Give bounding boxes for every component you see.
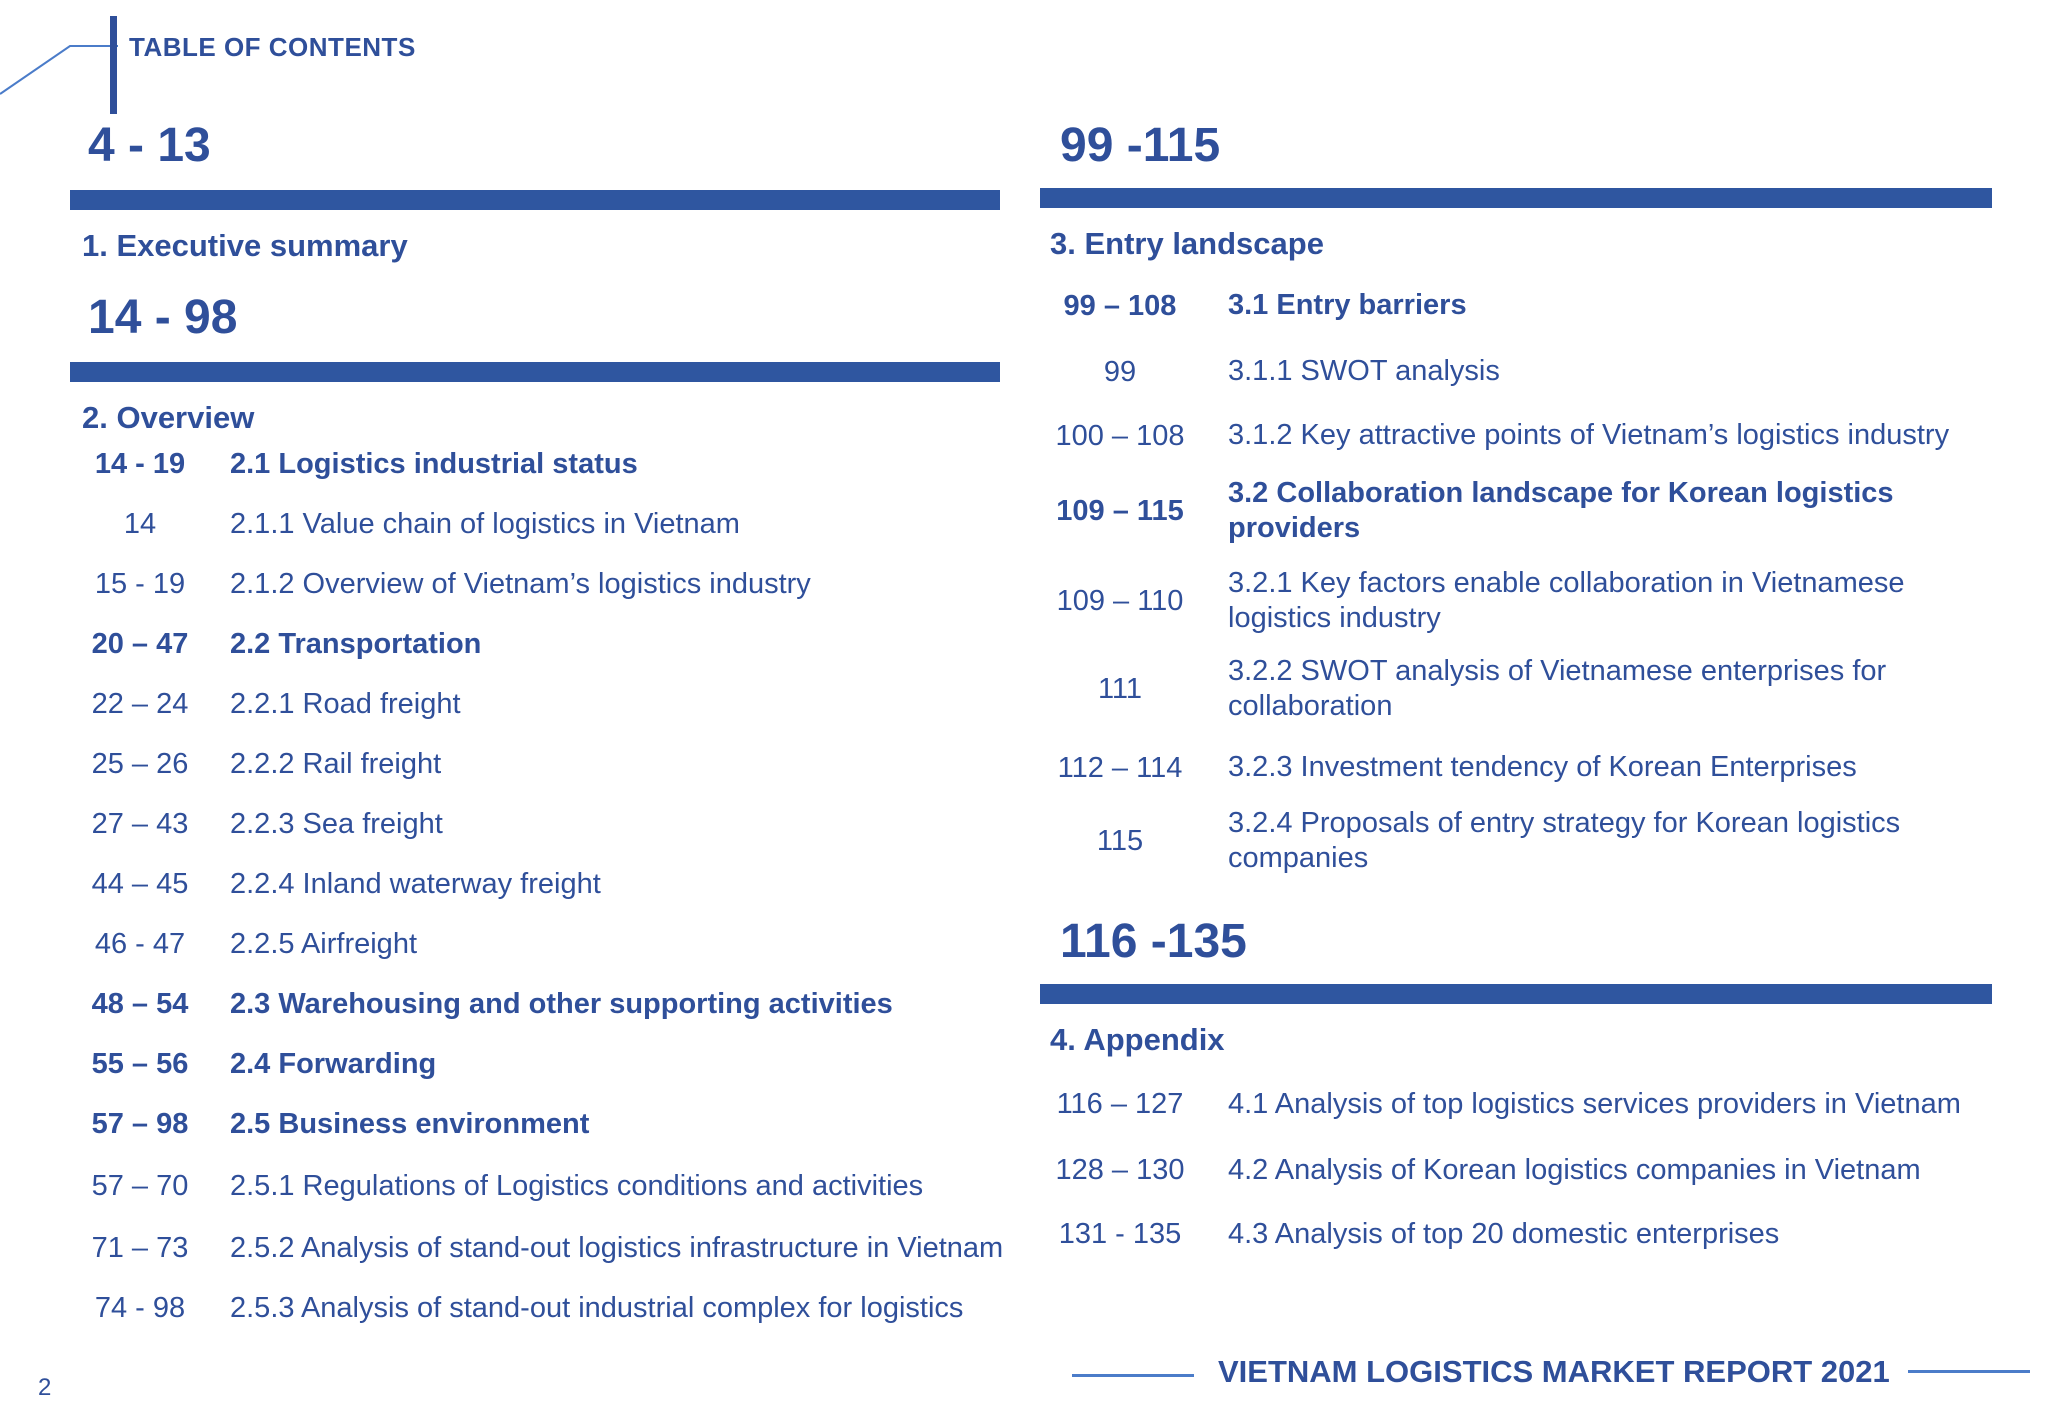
toc-page-range: 46 - 47: [94, 928, 186, 960]
toc-label: [1228, 418, 1949, 453]
toc-page-range: 100 – 108: [1055, 420, 1185, 452]
toc-entry: [1040, 420, 2000, 460]
section-title-executive-summary: 1. Executive summary: [82, 228, 408, 263]
toc-page-range: 14 - 19: [94, 448, 186, 480]
toc-label: 2.1.2 Overview of Vietnam’s logistics industry: [230, 568, 811, 600]
toc-page-range: 55 – 56: [91, 1048, 189, 1080]
toc-entry: [1040, 290, 2000, 330]
footer-line-right: [1908, 1370, 2030, 1373]
toc-entry: [70, 688, 1010, 728]
toc-label: 2.3 Warehousing and other supporting activities: [230, 988, 893, 1020]
toc-label-line: 3.2.2 SWOT analysis of Vietnamese enterprises for: [1228, 655, 1887, 687]
toc-entry: [70, 1170, 1010, 1210]
toc-label: 4.3 Analysis of top 20 domestic enterprises: [1228, 1218, 1780, 1250]
toc-label: 2.5.3 Analysis of stand-out industrial complex for logistics: [230, 1292, 964, 1324]
toc-page-range: 131 - 135: [1058, 1218, 1182, 1250]
toc-page-range: 71 – 73: [91, 1232, 189, 1264]
toc-entry: [70, 928, 1010, 968]
header-decoration-line: [0, 10, 120, 100]
toc-entry: [1040, 478, 2000, 548]
footer-line-left: [1072, 1374, 1194, 1377]
header-accent-bar: [110, 16, 117, 114]
toc-page-range: 20 – 47: [91, 628, 189, 660]
toc-label-line: 3.2.1 Key factors enable collaboration in Vietnamese: [1228, 567, 1905, 599]
toc-page-range: 111: [1097, 673, 1143, 705]
section-title-appendix: 4. Appendix: [1050, 1022, 1225, 1057]
toc-page-range: 22 – 24: [91, 688, 189, 720]
toc-page-range: 14: [123, 508, 157, 540]
toc-entry: [70, 868, 1010, 908]
toc-label: 2.5 Business environment: [230, 1108, 590, 1140]
toc-entry: [70, 808, 1010, 848]
section-divider: [70, 190, 1000, 210]
footer-report-title: VIETNAM LOGISTICS MARKET REPORT 2021: [1218, 1354, 1890, 1389]
toc-label-line: 3.1.2 Key attractive points of Vietnam’s logistics industry: [1228, 419, 1950, 451]
toc-entry: [70, 508, 1010, 548]
toc-page-range: 109 – 110: [1056, 585, 1184, 617]
toc-label-line: 3.2 Collaboration landscape for Korean logistics: [1228, 477, 1894, 509]
range-heading-appendix: 116 -135: [1060, 915, 1247, 968]
toc-entry: [70, 748, 1010, 788]
toc-entry: [70, 988, 1010, 1028]
toc-label: 2.1 Logistics industrial status: [230, 448, 638, 480]
toc-page-range: 109 – 115: [1056, 495, 1184, 527]
toc-entry: [70, 1048, 1010, 1088]
toc-label: 4.2 Analysis of Korean logistics companies in Vietnam: [1228, 1154, 1921, 1186]
toc-entry: [1040, 752, 2000, 792]
toc-entry: [70, 628, 1010, 668]
toc-entry: [1040, 1154, 2000, 1194]
section-divider: [70, 362, 1000, 382]
toc-page-range: 57 – 70: [91, 1170, 189, 1202]
range-heading-executive: 4 - 13: [88, 119, 211, 172]
range-heading-entry: 99 -115: [1060, 119, 1221, 172]
toc-page-range: 27 – 43: [91, 808, 189, 840]
section-divider: [1040, 188, 1992, 208]
section-divider: [1040, 984, 1992, 1004]
toc-page-range: 15 - 19: [94, 568, 186, 600]
toc-label: 2.1.1 Value chain of logistics in Vietnam: [230, 508, 740, 540]
toc-label: 2.4 Forwarding: [230, 1048, 437, 1080]
toc-label: 2.5.1 Regulations of Logistics conditions and activities: [230, 1170, 924, 1202]
toc-label: [1228, 566, 1905, 636]
toc-label-line: 3.2.4 Proposals of entry strategy for Korean logistics: [1228, 807, 1901, 839]
toc-label: 2.2.4 Inland waterway freight: [230, 868, 601, 900]
toc-label-line: 3.2.3 Investment tendency of Korean Enterprises: [1228, 751, 1857, 783]
toc-label: 2.2 Transportation: [230, 628, 482, 660]
toc-label: 2.5.2 Analysis of stand-out logistics infrastructure in Vietnam: [230, 1232, 1004, 1264]
range-heading-overview: 14 - 98: [88, 291, 238, 344]
toc-label: 2.2.2 Rail freight: [230, 748, 442, 780]
toc-label: 2.2.1 Road freight: [230, 688, 461, 720]
toc-label: [1228, 806, 1900, 876]
page-number: 2: [38, 1374, 52, 1401]
toc-label-line: collaboration: [1228, 690, 1393, 722]
toc-page-range: 99 – 108: [1063, 290, 1177, 322]
toc-label: [1228, 476, 1894, 546]
toc-page-range: 99: [1103, 356, 1137, 388]
toc-page-range: 57 – 98: [91, 1108, 189, 1140]
toc-label-line: companies: [1228, 842, 1369, 874]
toc-label: [1228, 288, 1467, 323]
section-title-entry-landscape: 3. Entry landscape: [1050, 226, 1324, 261]
toc-label: 2.2.3 Sea freight: [230, 808, 443, 840]
toc-label: 2.2.5 Airfreight: [230, 928, 417, 960]
toc-page-range: 115: [1096, 825, 1144, 857]
toc-entry: [1040, 1088, 2000, 1128]
toc-entry: [70, 448, 1010, 488]
toc-page-range: 116 – 127: [1056, 1088, 1184, 1120]
toc-page-range: 74 - 98: [94, 1292, 186, 1324]
toc-label-line: 3.1.1 SWOT analysis: [1228, 355, 1500, 387]
toc-entry: [1040, 356, 2000, 396]
toc-page-range: 44 – 45: [91, 868, 189, 900]
toc-label: 4.1 Analysis of top logistics services providers in Vietnam: [1228, 1088, 1961, 1120]
toc-entry: [70, 1232, 1010, 1272]
toc-entry: [70, 568, 1010, 608]
toc-label: [1228, 354, 1500, 389]
toc-page-range: 25 – 26: [91, 748, 189, 780]
page-title: TABLE OF CONTENTS: [129, 32, 416, 62]
toc-page-range: 112 – 114: [1057, 752, 1183, 784]
section-title-overview: 2. Overview: [82, 400, 255, 435]
toc-entry: [1040, 568, 2000, 638]
toc-label: [1228, 750, 1857, 785]
toc-entry: [1040, 656, 2000, 726]
toc-entry: [1040, 1218, 2000, 1258]
toc-page-range: 128 – 130: [1055, 1154, 1185, 1186]
toc-entry: [70, 1108, 1010, 1148]
toc-entry: [1040, 808, 2000, 878]
toc-label: [1228, 654, 1886, 724]
toc-label-line: providers: [1228, 512, 1361, 544]
toc-label-line: logistics industry: [1228, 602, 1441, 634]
toc-entry: [70, 1292, 1010, 1332]
toc-page-range: 48 – 54: [91, 988, 189, 1020]
toc-label-line: 3.1 Entry barriers: [1228, 289, 1467, 321]
